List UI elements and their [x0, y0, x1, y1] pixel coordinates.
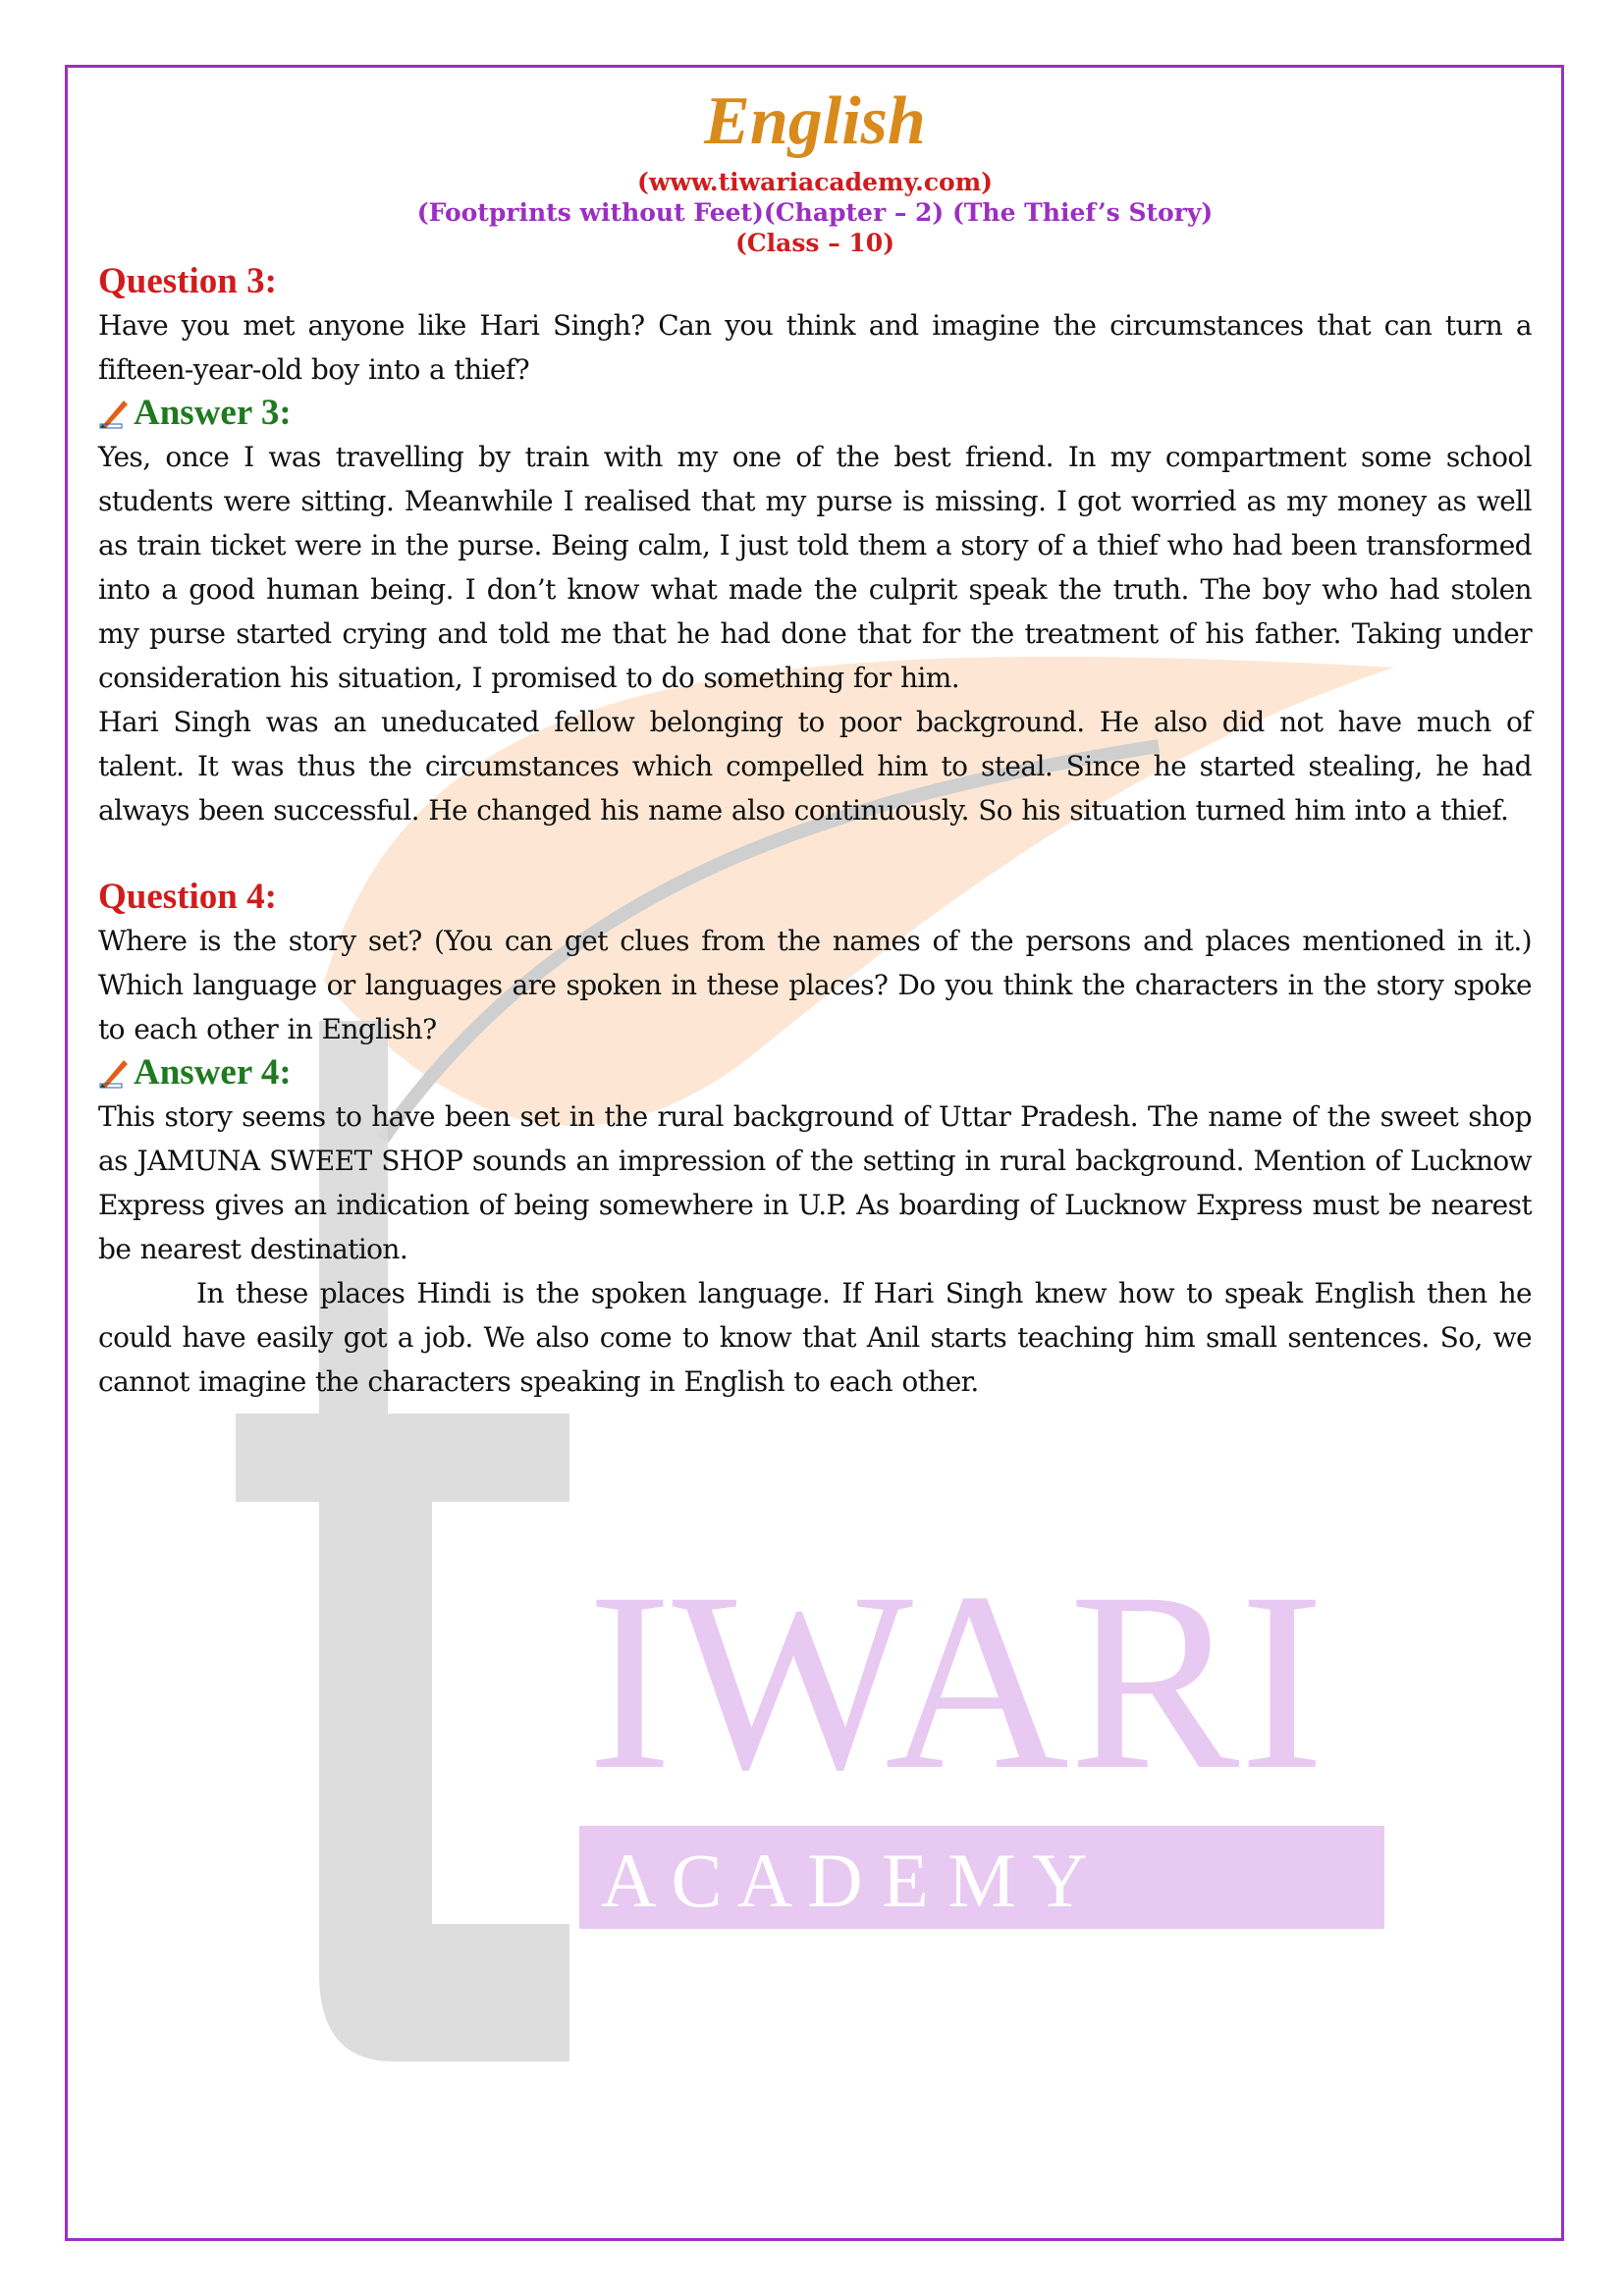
answer-paragraph: In these places Hindi is the spoken language. If Hari Singh knew how to speak English then he could have easily got a job. We also come to know that Anil starts teaching him small sentences. So, we cannot imagine the characters speaking in English to each other. — [98, 1277, 1532, 1398]
section-gap — [98, 832, 1532, 876]
watermark-iwari-text: IWARI — [587, 1540, 1325, 1823]
watermark-academy-text: A C A D E M Y — [601, 1838, 1088, 1923]
answer-paragraph: Hari Singh was an uneducated fellow belonging to poor background. He also did not have much of talent. It was thus the circumstances which compelled him to steal. Since he started stealing, he had always been successful. He changed his name also continuously. So his situation turned him into a thief. — [98, 706, 1532, 827]
question-text: Where is the story set? (You can get clues from the names of the persons and places mentioned in it.) Which language or languages are spoken in these places? Do you think the characters in the story spoke to each other in English? — [98, 925, 1532, 1045]
question-text: Have you met anyone like Hari Singh? Can you think and imagine the circumstances that can turn a fifteen-year-old boy into a thief? — [98, 309, 1532, 386]
answer-heading-label: Answer 3: — [134, 393, 292, 433]
class-line: (Class – 10) — [734, 229, 895, 257]
answer-heading — [98, 1051, 1532, 1095]
document-content — [98, 77, 1532, 1404]
question-heading: Question 3: — [98, 261, 277, 301]
question-block-3 — [98, 260, 1532, 832]
subject-title: English — [704, 83, 926, 159]
answer-heading-label: Answer 4: — [134, 1052, 292, 1093]
website-line: (www.tiwariacademy.com) — [636, 168, 993, 196]
chapter-line: (Footprints without Feet)(Chapter – 2) (The Thief’s Story) — [416, 198, 1214, 227]
question-heading: Question 4: — [98, 877, 277, 917]
question-block-4 — [98, 876, 1532, 1404]
answer-heading — [98, 392, 1532, 435]
pen-icon — [98, 397, 132, 430]
answer-paragraph: Yes, once I was travelling by train with my one of the best friend. In my compartment some school students were sitting. Meanwhile I realised that my purse is missing. I got worried as my money as well as train ticket were in the purse. Being calm, I just told them a story of a thief who had been transformed into a good human being. I don’t know what made the culprit speak the truth. The boy who had stolen my purse started crying and told me that he had done that for the treatment of his father. Taking under consideration his situation, I promised to do something for him. — [98, 441, 1532, 694]
answer-paragraph: This story seems to have been set in the rural background of Uttar Pradesh. The name of the sweet shop as JAMUNA SWEET SHOP sounds an impression of the setting in rural background. Mention of Lucknow Express gives an indication of being somewhere in U.P. As boarding of Lucknow Express must be nearest be nearest destination. — [98, 1100, 1532, 1265]
pen-icon — [98, 1056, 132, 1090]
